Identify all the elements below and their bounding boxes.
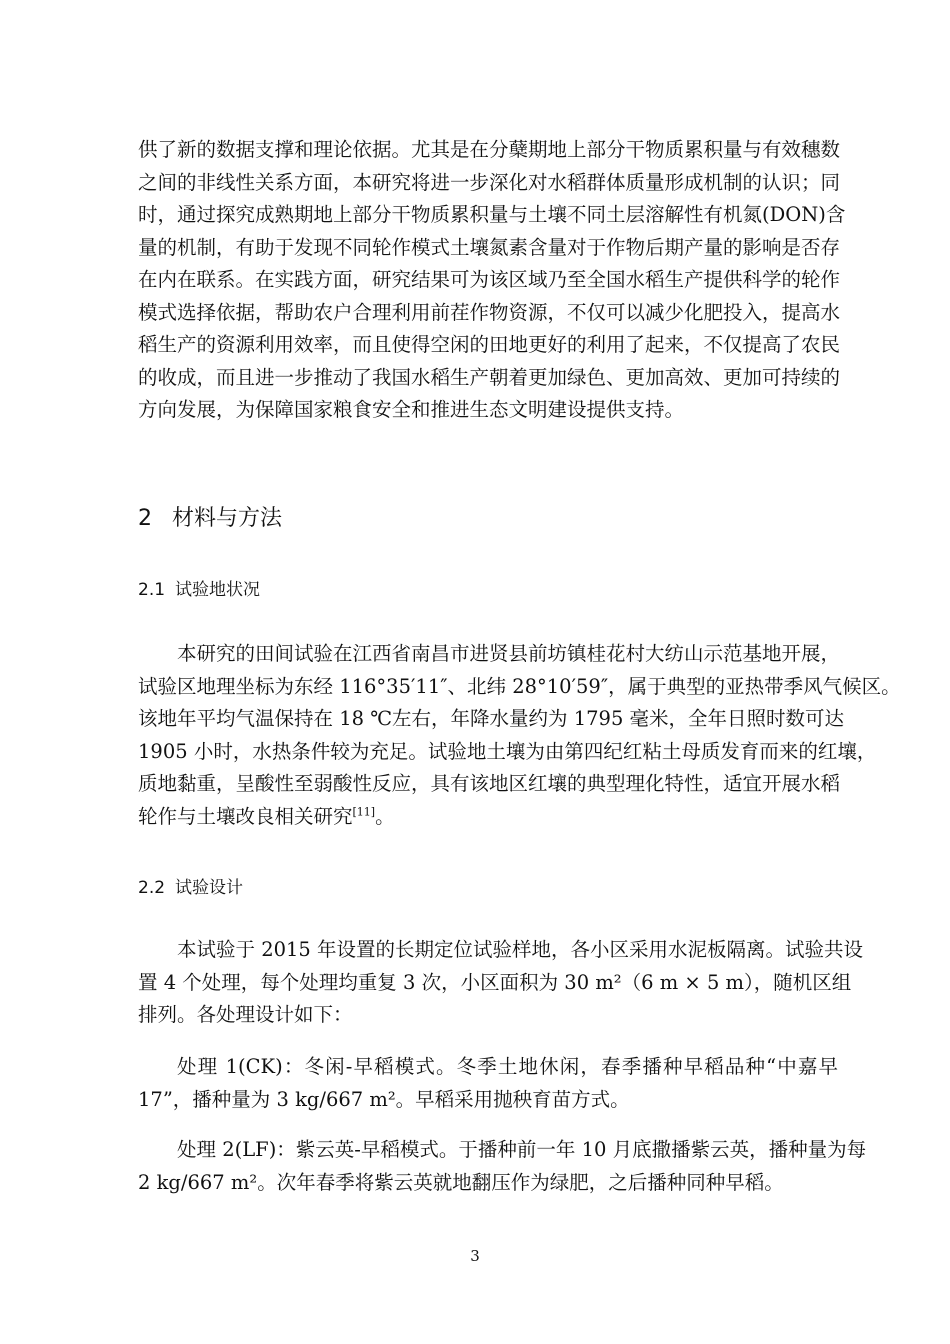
text-line: 处理 2(LF)：紫云英-早稻模式。于播种前一年 10 月底撒播紫云英，播种量为每 bbox=[177, 1138, 867, 1161]
text-line: 的收成，而且进一步推动了我国水稻生产朝着更加绿色、更加高效、更加可持续的 bbox=[138, 365, 841, 389]
text-line: 1905 小时，水热条件较为充足。试验地土壤为由第四纪红粘土母质发育而来的红壤， bbox=[138, 739, 877, 763]
subsection-number: 2.1 bbox=[138, 580, 166, 600]
subsection-number: 2.2 bbox=[138, 878, 166, 898]
subsection-title: 试验设计 bbox=[175, 878, 244, 898]
text-line: 处理 1(CK)：冬闲-早稻模式。冬季土地休闲，春季播种早稻品种“中嘉早 bbox=[177, 1055, 838, 1078]
text-line: 供了新的数据支撑和理论依据。尤其是在分蘖期地上部分干物质累积量与有效穗数 bbox=[138, 138, 841, 161]
text-line: 排列。各处理设计如下： bbox=[138, 1003, 353, 1026]
citation-mark: [11] bbox=[352, 805, 376, 818]
treatment-1-paragraph bbox=[138, 1051, 838, 1116]
text-line: 之间的非线性关系方面，本研究将进一步深化对水稻群体质量形成机制的认识；同 bbox=[138, 170, 841, 194]
text-segment: 轮作与土壤改良相关研究 bbox=[138, 804, 353, 828]
text-line: 置 4 个处理，每个处理均重复 3 次，小区面积为 30 m²（6 m × 5 m），随机区组 bbox=[138, 970, 852, 994]
text-line: 质地黏重，呈酸性至弱酸性反应，具有该地区红壤的典型理化特性，适宜开展水稻 bbox=[138, 772, 841, 795]
text-line: 本试验于 2015 年设置的长期定位试验样地，各小区采用水泥板隔离。试验共设 bbox=[177, 938, 864, 961]
subsection-title: 试验地状况 bbox=[175, 580, 261, 600]
end-mark: 。 bbox=[375, 804, 395, 828]
text-line: 17”，播种量为 3 kg/667 m²。早稻采用抛秧育苗方式。 bbox=[138, 1087, 630, 1111]
text-line: 量的机制，有助于发现不同轮作模式土壤氮素含量对于作物后期产量的影响是否存 bbox=[138, 235, 841, 259]
section-title: 材料与方法 bbox=[172, 506, 283, 531]
text-line: 在内在联系。在实践方面，研究结果可为该区域乃至全国水稻生产提供科学的轮作 bbox=[138, 268, 841, 291]
text-line-with-citation bbox=[138, 801, 838, 834]
site-paragraph bbox=[138, 638, 901, 833]
text-line: 2 kg/667 m²。次年春季将紫云英就地翻压作为绿肥，之后播种同种早稻。 bbox=[138, 1170, 784, 1194]
text-line: 模式选择依据，帮助农户合理利用前茬作物资源，不仅可以减少化肥投入，提高水 bbox=[138, 300, 841, 324]
text-line: 方向发展，为保障国家粮食安全和推进生态文明建设提供支持。 bbox=[138, 398, 685, 421]
treatment-2-paragraph bbox=[138, 1134, 867, 1199]
design-paragraph bbox=[138, 934, 864, 1032]
section-number: 2 bbox=[138, 506, 152, 531]
text-line: 时，通过探究成熟期地上部分干物质累积量与土壤不同土层溶解性有机氮(DON)含 bbox=[138, 203, 846, 226]
text-line: 稻生产的资源利用效率，而且使得空闲的田地更好的利用了起来，不仅提高了农民 bbox=[138, 333, 841, 356]
page-number: 3 bbox=[470, 1247, 480, 1265]
text-line: 本研究的田间试验在江西省南昌市进贤县前坊镇桂花村大纺山示范基地开展， bbox=[177, 642, 841, 665]
intro-paragraph bbox=[138, 134, 846, 427]
section-heading-2 bbox=[138, 503, 282, 535]
text-line: 该地年平均气温保持在 18 ℃左右，年降水量约为 1795 毫米，全年日照时数可达 bbox=[138, 707, 845, 730]
subsection-heading-2-2 bbox=[138, 874, 243, 902]
subsection-heading-2-1 bbox=[138, 576, 260, 604]
text-line: 试验区地理坐标为东经 116°35′11″、北纬 28°10′59″，属于典型的亚热带季风气候区。 bbox=[138, 674, 901, 698]
